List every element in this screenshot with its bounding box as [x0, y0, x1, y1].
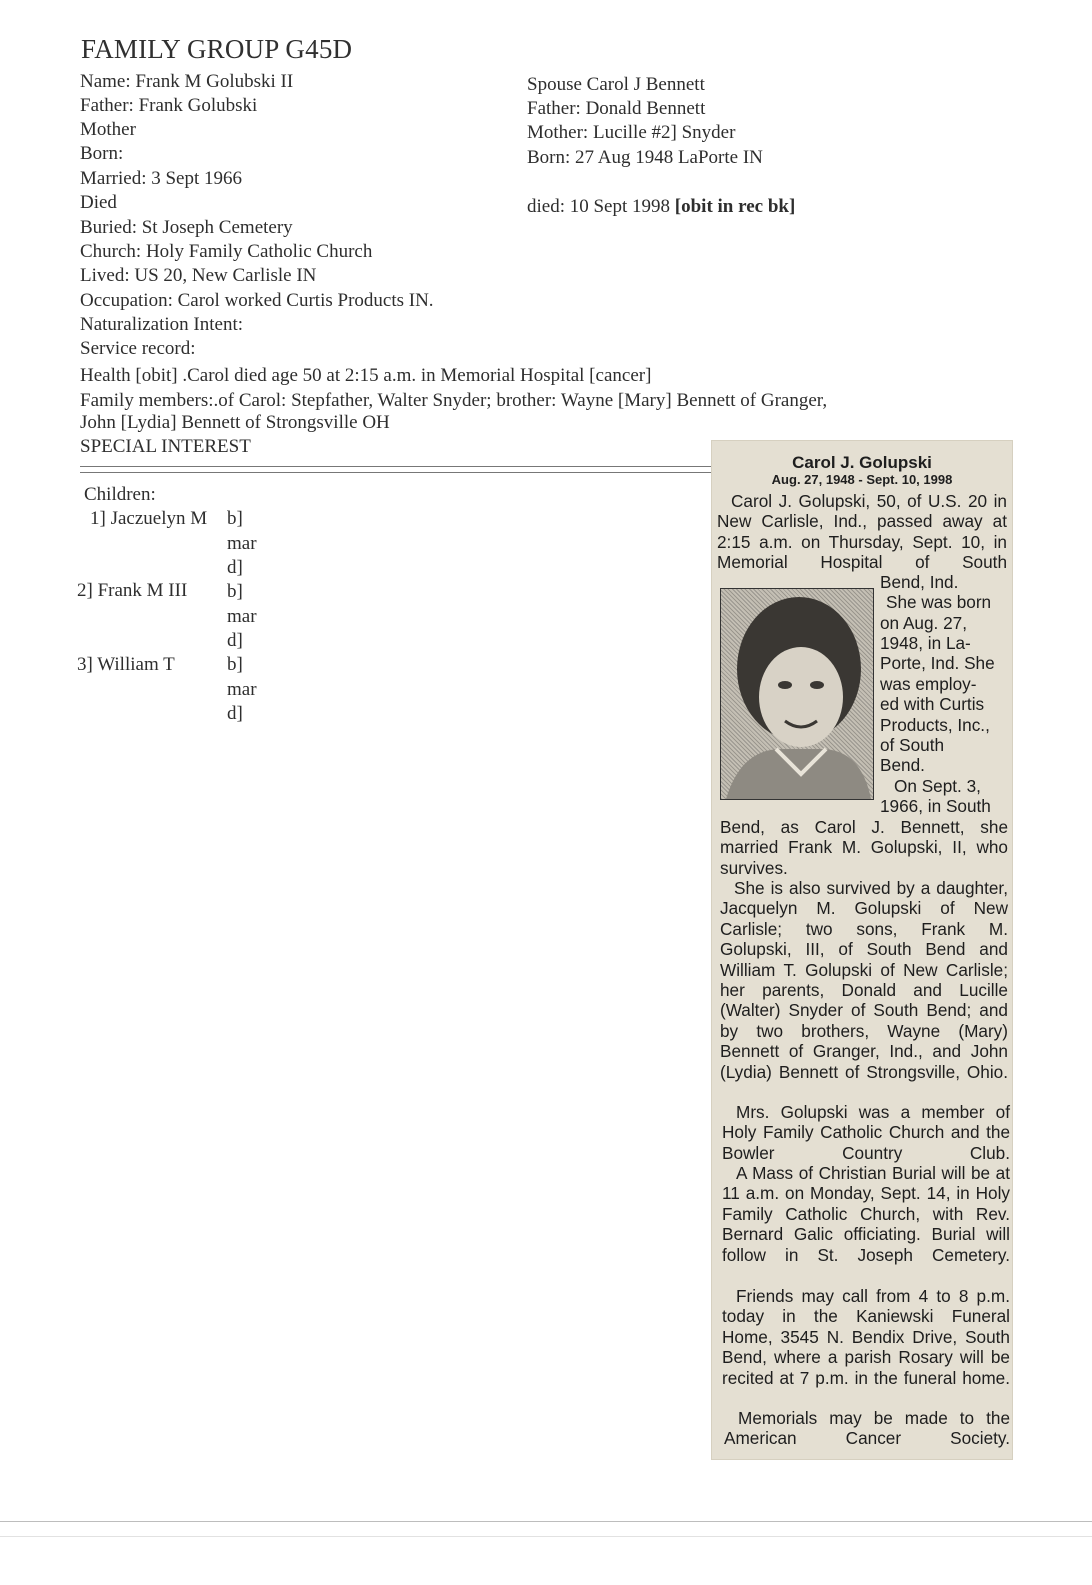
child-name: 1] Jaczuelyn M — [90, 508, 208, 529]
husband-father: Father: Frank Golubski — [80, 95, 258, 116]
husband-born: Born: — [80, 143, 124, 164]
spouse-died-note: [obit in rec bk] — [674, 196, 796, 217]
obituary-friends: Friends may call from 4 to 8 p.m. today in the Kaniewski Funeral Home, 3545 N. Bendix Drive, South Bend, where a parish Rosary will be recited at 7 p.m. in the funeral home. — [722, 1286, 1010, 1388]
obituary-side-line: She was born — [886, 592, 992, 612]
family-members-line-2: John [Lydia] Bennett of Strongsville OH — [80, 412, 390, 433]
obituary-survived: She is also survived by a daughter, Jacquelyn M. Golupski of New Carlisle; two sons, Frank M. Golupski, III, of South Bend and William T. Golupski of New Carlisle; her parents, Donald and Lucille (Walter) Snyder of South Bend; and by two brothers, Wayne (Mary) Bennett of Granger, Ind., and John (Lydia) Bennett of Strongsville, Ohio. — [720, 878, 1008, 1082]
spouse-father: Father: Donald Bennett — [527, 98, 706, 119]
married-date: Married: 3 Sept 1966 — [80, 168, 243, 189]
obituary-intro-end: Bend, Ind. — [880, 572, 959, 592]
church: Church: Holy Family Catholic Church — [80, 241, 373, 262]
buried: Buried: St Joseph Cemetery — [80, 217, 293, 238]
health: Health [obit] .Carol died age 50 at 2:15 a.m. in Memorial Hospital [cancer] — [80, 365, 652, 386]
child-born: b] — [227, 581, 243, 602]
spouse-died-date: died: 10 Sept 1998 — [527, 196, 675, 217]
obituary-member: Mrs. Golupski was a member of Holy Family Catholic Church and the Bowler Country Club. — [722, 1102, 1010, 1163]
service-record: Service record: — [80, 338, 196, 359]
children-label: Children: — [84, 484, 156, 505]
husband-mother: Mother — [80, 119, 136, 140]
obituary-side-line: was employ- — [880, 674, 977, 694]
naturalization: Naturalization Intent: — [80, 314, 244, 335]
spouse-mother: Mother: Lucille #2] Snyder — [527, 122, 736, 143]
husband-name: Name: Frank M Golubski II — [80, 71, 294, 92]
page-title: FAMILY GROUP G45D — [81, 34, 353, 64]
family-members-line-1: Family members:.of Carol: Stepfather, Walter Snyder; brother: Wayne [Mary] Bennett of Granger, — [80, 390, 828, 411]
obituary-memorials: Memorials may be made to the American Cancer Society. — [724, 1408, 1010, 1449]
scan-edge-line — [0, 1536, 1092, 1537]
child-died: d] — [227, 703, 243, 724]
obituary-side-line: Porte, Ind. She — [880, 653, 995, 673]
obituary-side-line: Products, Inc., — [880, 715, 990, 735]
portrait-photo — [720, 588, 874, 800]
obituary-side-line: ed with Curtis — [880, 694, 985, 714]
child-born: b] — [227, 508, 243, 529]
section-divider — [80, 466, 720, 473]
spouse-born: Born: 27 Aug 1948 LaPorte IN — [527, 147, 763, 168]
child-married: mar — [227, 679, 257, 700]
obituary-side-line: Bend. — [880, 755, 925, 775]
obituary-married: Bend, as Carol J. Bennett, she married Frank M. Golupski, II, who survives. — [720, 817, 1008, 878]
child-married: mar — [227, 606, 257, 627]
husband-died: Died — [80, 192, 117, 213]
obituary-intro: Carol J. Golupski, 50, of U.S. 20 in New Carlisle, Ind., passed away at 2:15 a.m. on Thursday, Sept. 10, in Memorial Hospital of South — [717, 491, 1007, 573]
child-name: 3] William T — [77, 654, 175, 675]
obituary-mass: A Mass of Christian Burial will be at 11 a.m. on Monday, Sept. 14, in Holy Family Catholic Church, with Rev. Bernard Galic officiating. Burial will follow in St. Joseph Cemetery. — [722, 1163, 1010, 1265]
obituary-dates: Aug. 27, 1948 - Sept. 10, 1998 — [771, 472, 953, 487]
scan-edge-line — [0, 1521, 1092, 1522]
obituary-side-line: 1966, in South — [880, 796, 991, 816]
obituary-side-line: On Sept. 3, — [894, 776, 981, 796]
obituary-side-line: of South — [880, 735, 945, 755]
obituary-side-line: on Aug. 27, — [880, 613, 967, 633]
child-married: mar — [227, 533, 257, 554]
obituary-name: Carol J. Golupski — [792, 453, 932, 472]
obituary-clipping — [712, 441, 1012, 1459]
obituary-side-line: 1948, in La- — [880, 633, 971, 653]
child-name: 2] Frank M III — [77, 580, 188, 601]
child-died: d] — [227, 557, 243, 578]
portrait-image — [721, 589, 873, 799]
spouse-died — [527, 195, 795, 219]
special-interest: SPECIAL INTEREST — [80, 436, 251, 457]
occupation: Occupation: Carol worked Curtis Products IN. — [80, 290, 434, 311]
child-died: d] — [227, 630, 243, 651]
child-born: b] — [227, 654, 243, 675]
spouse-name: Spouse Carol J Bennett — [527, 74, 705, 95]
lived: Lived: US 20, New Carlisle IN — [80, 265, 317, 286]
